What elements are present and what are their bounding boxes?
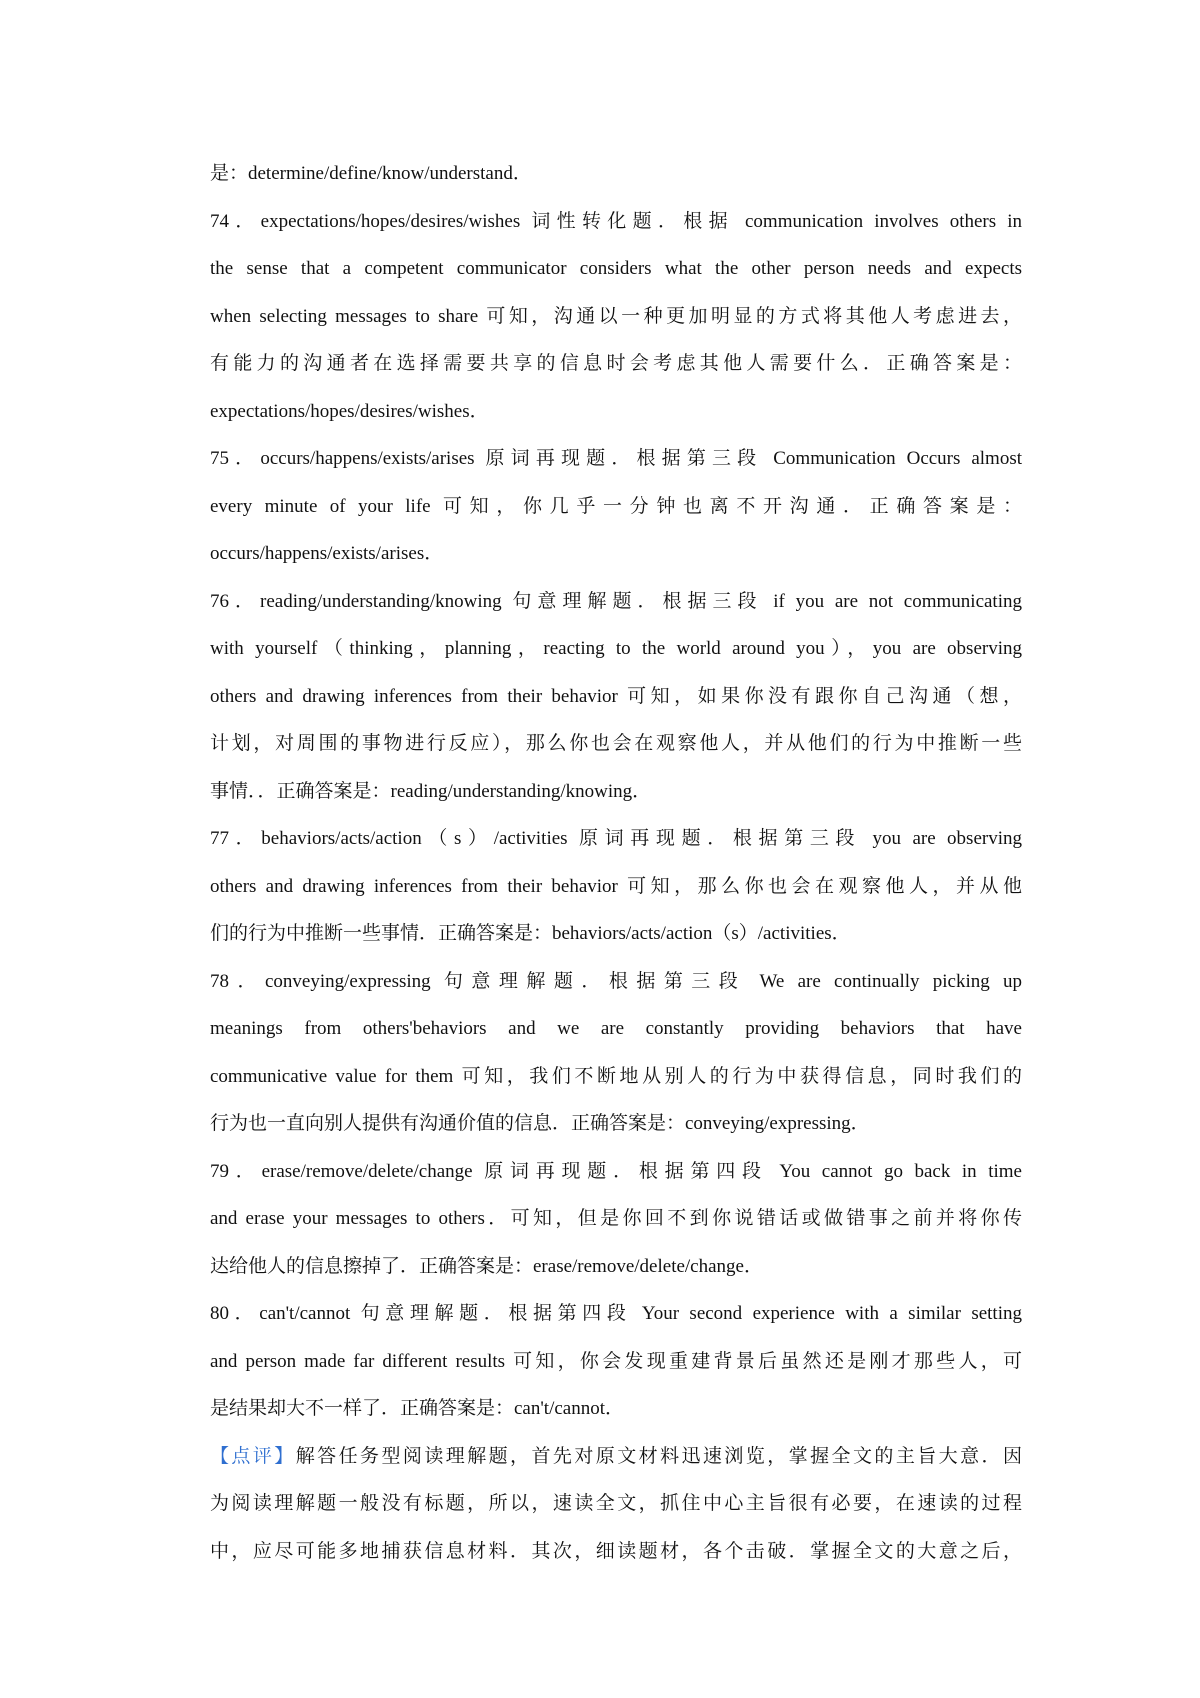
- comment-line-3: 中，应尽可能多地捕获信息材料．其次，细读题材，各个击破．掌握全文的大意之后，: [210, 1540, 1022, 1562]
- text-line: with yourself（thinking，planning，reacting to the world around you），you are observing: [210, 638, 1022, 659]
- text-line: 行为也一直向别人提供有沟通价值的信息．正确答案是：conveying/expressing．: [210, 1113, 870, 1134]
- text-line: 77．behaviors/acts/action（s）/activities 原词再现题．根据第三段 you are observing: [210, 828, 1022, 849]
- text-line: 78．conveying/expressing 句意理解题．根据第三段 We are continually picking up: [210, 970, 1022, 992]
- comment-line-2: 为阅读理解题一般没有标题，所以，速读全文，抓住中心主旨很有必要，在速读的过程: [210, 1493, 1022, 1514]
- comment-tag: 【点评】: [210, 1445, 296, 1467]
- text-line: 有能力的沟通者在选择需要共享的信息时会考虑其他人需要什么．正确答案是：: [210, 353, 1022, 374]
- text-line: occurs/happens/exists/arises．: [210, 543, 444, 564]
- text-line: 是：determine/define/know/understand．: [210, 163, 532, 184]
- text-line: 79．erase/remove/delete/change 原词再现题．根据第四段 You cannot go back in time: [210, 1160, 1022, 1182]
- answer-explanation-body: [210, 150, 1022, 1433]
- text-line: 76．reading/understanding/knowing 句意理解题．根据三段 if you are not communicating: [210, 590, 1022, 612]
- text-line: the sense that a competent communicator considers what the other person needs and expects: [210, 258, 1022, 279]
- text-line: 达给他人的信息擦掉了．正确答案是：erase/remove/delete/change．: [210, 1255, 763, 1277]
- text-line: others and drawing inferences from their behavior 可知，那么你也会在观察他人，并从他: [210, 875, 1022, 897]
- text-line: and person made far different results 可知，你会发现重建背景后虽然还是刚才那些人，可: [210, 1350, 1022, 1372]
- text-line: 事情．．正确答案是：reading/understanding/knowing．: [210, 780, 652, 802]
- document-page: [210, 150, 1022, 1575]
- comment-text: 解答任务型阅读理解题，首先对原文材料迅速浏览，掌握全文的主旨大意．因: [295, 1445, 1022, 1467]
- text-line: 80．can't/cannot 句意理解题．根据第四段 Your second experience with a similar setting: [210, 1303, 1022, 1324]
- text-line: 计划，对周围的事物进行反应），那么你也会在观察他人，并从他们的行为中推断一些: [210, 733, 1022, 754]
- text-line: and erase your messages to others．可知，但是你回不到你说错话或做错事之前并将你传: [210, 1208, 1022, 1229]
- text-line: communicative value for them 可知，我们不断地从别人的行为中获得信息，同时我们的: [210, 1065, 1022, 1087]
- text-line: every minute of your life 可知，你几乎一分钟也离不开沟通．正确答案是：: [210, 495, 1022, 517]
- text-line: others and drawing inferences from their behavior 可知，如果你没有跟你自己沟通（想，: [210, 685, 1022, 707]
- text-line: expectations/hopes/desires/wishes．: [210, 400, 489, 422]
- text-line: 75．occurs/happens/exists/arises 原词再现题．根据第三段 Communication Occurs almost: [210, 448, 1022, 469]
- text-line: 们的行为中推断一些事情．正确答案是：behaviors/acts/action（s）/activities．: [210, 923, 851, 944]
- text-line: 74．expectations/hopes/desires/wishes 词性转化题．根据 communication involves others in: [210, 210, 1022, 232]
- text-line: meanings from others'behaviors and we are constantly providing behaviors that have: [210, 1018, 1022, 1039]
- text-line: 是结果却大不一样了．正确答案是：can't/cannot．: [210, 1398, 624, 1419]
- text-line: when selecting messages to share 可知，沟通以一种更加明显的方式将其他人考虑进去，: [210, 305, 1022, 327]
- comment-line-1: [210, 1433, 1022, 1481]
